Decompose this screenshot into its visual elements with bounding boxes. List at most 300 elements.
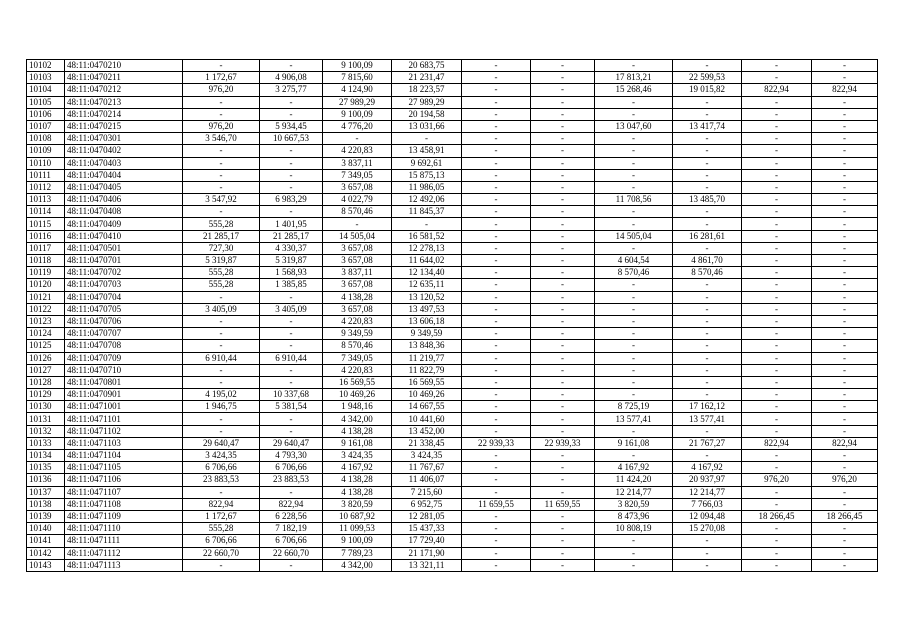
value-col-7-cell: - — [462, 120, 531, 132]
row-number-cell: 10127 — [27, 364, 65, 376]
value-col-11-cell: - — [742, 364, 812, 376]
table-row — [27, 133, 878, 145]
value-col-12-cell: - — [812, 218, 878, 230]
value-col-3-cell: 21 285,17 — [183, 230, 260, 242]
table-row — [27, 145, 878, 157]
value-col-10-cell: - — [673, 279, 742, 291]
value-col-5-cell: 3 837,11 — [323, 267, 392, 279]
value-col-5-cell: 1 948,16 — [323, 401, 392, 413]
value-col-11-cell: - — [742, 255, 812, 267]
value-col-10-cell: 7 766,03 — [673, 498, 742, 510]
value-col-10-cell: 22 599,53 — [673, 72, 742, 84]
value-col-8-cell: - — [531, 535, 595, 547]
value-col-12-cell: 822,94 — [812, 437, 878, 449]
cadastral-number-cell: 48:11:0470901 — [65, 389, 183, 401]
value-col-9-cell: 4 604,54 — [595, 255, 673, 267]
table-row — [27, 413, 878, 425]
value-col-7-cell: - — [462, 84, 531, 96]
table-body — [27, 60, 878, 572]
table-row — [27, 72, 878, 84]
value-col-8-cell: - — [531, 206, 595, 218]
value-col-10-cell: 19 015,82 — [673, 84, 742, 96]
value-col-10-cell: 4 167,92 — [673, 462, 742, 474]
value-col-7-cell: - — [462, 279, 531, 291]
value-col-11-cell: - — [742, 401, 812, 413]
value-col-12-cell: - — [812, 157, 878, 169]
value-col-9-cell: 13 047,60 — [595, 120, 673, 132]
value-col-11-cell: - — [742, 547, 812, 559]
value-col-7-cell: - — [462, 255, 531, 267]
value-col-10-cell: - — [673, 425, 742, 437]
table-row — [27, 303, 878, 315]
value-col-12-cell: - — [812, 206, 878, 218]
value-col-12-cell: - — [812, 181, 878, 193]
row-number-cell: 10115 — [27, 218, 65, 230]
cadastral-number-cell: 48:11:0471108 — [65, 498, 183, 510]
value-col-4-cell: 10 667,53 — [260, 133, 323, 145]
value-col-3-cell: - — [183, 108, 260, 120]
value-col-8-cell: - — [531, 72, 595, 84]
value-col-12-cell: - — [812, 242, 878, 254]
row-number-cell: 10137 — [27, 486, 65, 498]
value-col-5-cell: 7 815,60 — [323, 72, 392, 84]
table-row — [27, 181, 878, 193]
value-col-12-cell: - — [812, 72, 878, 84]
cadastral-number-cell: 48:11:0471105 — [65, 462, 183, 474]
value-col-7-cell: - — [462, 376, 531, 388]
value-col-12-cell: - — [812, 315, 878, 327]
value-col-4-cell: - — [260, 96, 323, 108]
value-col-5-cell: - — [323, 218, 392, 230]
row-number-cell: 10102 — [27, 60, 65, 72]
cadastral-number-cell: 48:11:0471103 — [65, 437, 183, 449]
row-number-cell: 10135 — [27, 462, 65, 474]
value-col-7-cell: - — [462, 303, 531, 315]
value-col-3-cell: 3 546,70 — [183, 133, 260, 145]
value-col-8-cell: - — [531, 108, 595, 120]
value-col-5-cell: 4 022,79 — [323, 194, 392, 206]
row-number-cell: 10114 — [27, 206, 65, 218]
value-col-8-cell: - — [531, 181, 595, 193]
row-number-cell: 10133 — [27, 437, 65, 449]
value-col-3-cell: - — [183, 486, 260, 498]
value-col-6-cell: 11 644,02 — [392, 255, 462, 267]
value-col-4-cell: - — [260, 559, 323, 571]
table-row — [27, 218, 878, 230]
table-row — [27, 498, 878, 510]
value-col-6-cell: 13 031,66 — [392, 120, 462, 132]
value-col-4-cell: 4 906,08 — [260, 72, 323, 84]
value-col-3-cell: - — [183, 96, 260, 108]
cadastral-number-cell: 48:11:0470210 — [65, 60, 183, 72]
value-col-4-cell: - — [260, 413, 323, 425]
table-row — [27, 328, 878, 340]
value-col-3-cell: 4 195,02 — [183, 389, 260, 401]
value-col-5-cell: 4 342,00 — [323, 559, 392, 571]
value-col-9-cell: - — [595, 291, 673, 303]
cadastral-number-cell: 48:11:0471107 — [65, 486, 183, 498]
value-col-8-cell: - — [531, 60, 595, 72]
cadastral-number-cell: 48:11:0471102 — [65, 425, 183, 437]
value-col-8-cell: - — [531, 340, 595, 352]
table-row — [27, 389, 878, 401]
value-col-11-cell: 822,94 — [742, 437, 812, 449]
value-col-11-cell: - — [742, 535, 812, 547]
value-col-9-cell: - — [595, 425, 673, 437]
value-col-10-cell: 15 270,08 — [673, 523, 742, 535]
cadastral-number-cell: 48:11:0470403 — [65, 157, 183, 169]
value-col-7-cell: - — [462, 242, 531, 254]
value-col-12-cell: - — [812, 340, 878, 352]
value-col-9-cell: - — [595, 108, 673, 120]
value-col-12-cell: - — [812, 328, 878, 340]
value-col-10-cell: - — [673, 145, 742, 157]
value-col-12-cell: - — [812, 96, 878, 108]
value-col-6-cell: 10 441,60 — [392, 413, 462, 425]
value-col-7-cell: - — [462, 474, 531, 486]
value-col-7-cell: - — [462, 450, 531, 462]
value-col-3-cell: 1 172,67 — [183, 72, 260, 84]
value-col-11-cell: - — [742, 352, 812, 364]
value-col-8-cell: - — [531, 523, 595, 535]
table-row — [27, 120, 878, 132]
value-col-5-cell: 3 657,08 — [323, 242, 392, 254]
value-col-8-cell: - — [531, 267, 595, 279]
value-col-12-cell: - — [812, 352, 878, 364]
value-col-9-cell: - — [595, 60, 673, 72]
value-col-5-cell: 10 469,26 — [323, 389, 392, 401]
value-col-6-cell: 13 452,00 — [392, 425, 462, 437]
value-col-3-cell: - — [183, 364, 260, 376]
value-col-4-cell: - — [260, 315, 323, 327]
cadastral-number-cell: 48:11:0470214 — [65, 108, 183, 120]
value-col-11-cell: - — [742, 218, 812, 230]
value-col-7-cell: - — [462, 96, 531, 108]
value-col-12-cell: - — [812, 413, 878, 425]
value-col-7-cell: - — [462, 133, 531, 145]
value-col-3-cell: - — [183, 181, 260, 193]
value-col-5-cell: 7 789,23 — [323, 547, 392, 559]
value-col-9-cell: - — [595, 279, 673, 291]
value-col-12-cell: 18 266,45 — [812, 510, 878, 522]
value-col-6-cell: 15 437,33 — [392, 523, 462, 535]
value-col-12-cell: - — [812, 133, 878, 145]
value-col-9-cell: - — [595, 133, 673, 145]
value-col-3-cell: - — [183, 157, 260, 169]
cadastral-number-cell: 48:11:0470707 — [65, 328, 183, 340]
value-col-11-cell: - — [742, 230, 812, 242]
table-row — [27, 437, 878, 449]
value-col-6-cell: - — [392, 133, 462, 145]
row-number-cell: 10132 — [27, 425, 65, 437]
value-col-8-cell: - — [531, 145, 595, 157]
value-col-3-cell: 23 883,53 — [183, 474, 260, 486]
cadastral-number-cell: 48:11:0470402 — [65, 145, 183, 157]
cadastral-number-cell: 48:11:0470703 — [65, 279, 183, 291]
value-col-9-cell: 13 577,41 — [595, 413, 673, 425]
value-col-10-cell: 13 417,74 — [673, 120, 742, 132]
value-col-8-cell: - — [531, 169, 595, 181]
value-col-9-cell: - — [595, 559, 673, 571]
value-col-10-cell: - — [673, 340, 742, 352]
value-col-10-cell: - — [673, 60, 742, 72]
table-row — [27, 559, 878, 571]
value-col-12-cell: - — [812, 486, 878, 498]
value-col-8-cell: - — [531, 133, 595, 145]
value-col-12-cell: - — [812, 108, 878, 120]
value-col-5-cell: 3 424,35 — [323, 450, 392, 462]
value-col-3-cell: 822,94 — [183, 498, 260, 510]
value-col-3-cell: 555,28 — [183, 267, 260, 279]
value-col-7-cell: - — [462, 328, 531, 340]
value-col-8-cell: - — [531, 450, 595, 462]
value-col-7-cell: - — [462, 108, 531, 120]
value-col-11-cell: - — [742, 267, 812, 279]
row-number-cell: 10142 — [27, 547, 65, 559]
value-col-3-cell: 5 319,87 — [183, 255, 260, 267]
row-number-cell: 10106 — [27, 108, 65, 120]
value-col-6-cell: 3 424,35 — [392, 450, 462, 462]
value-col-8-cell: - — [531, 401, 595, 413]
value-col-8-cell: - — [531, 303, 595, 315]
value-col-6-cell: 21 171,90 — [392, 547, 462, 559]
value-col-4-cell: 23 883,53 — [260, 474, 323, 486]
value-col-9-cell: - — [595, 181, 673, 193]
value-col-10-cell: 16 281,61 — [673, 230, 742, 242]
value-col-5-cell: 4 138,28 — [323, 486, 392, 498]
value-col-10-cell: - — [673, 328, 742, 340]
value-col-9-cell: - — [595, 218, 673, 230]
value-col-11-cell: - — [742, 340, 812, 352]
value-col-4-cell: 1 385,85 — [260, 279, 323, 291]
value-col-12-cell: 822,94 — [812, 84, 878, 96]
value-col-8-cell: 11 659,55 — [531, 498, 595, 510]
value-col-7-cell: - — [462, 145, 531, 157]
value-col-4-cell: - — [260, 425, 323, 437]
cadastral-number-cell: 48:11:0470709 — [65, 352, 183, 364]
value-col-3-cell: - — [183, 206, 260, 218]
cadastral-number-cell: 48:11:0471001 — [65, 401, 183, 413]
value-col-5-cell: 4 138,28 — [323, 291, 392, 303]
value-col-3-cell: 3 405,09 — [183, 303, 260, 315]
row-number-cell: 10141 — [27, 535, 65, 547]
value-col-6-cell: 11 845,37 — [392, 206, 462, 218]
value-col-6-cell: 12 492,06 — [392, 194, 462, 206]
value-col-9-cell: 15 268,46 — [595, 84, 673, 96]
row-number-cell: 10140 — [27, 523, 65, 535]
value-col-8-cell: - — [531, 376, 595, 388]
value-col-6-cell: 13 606,18 — [392, 315, 462, 327]
cadastral-number-cell: 48:11:0471112 — [65, 547, 183, 559]
table-row — [27, 267, 878, 279]
value-col-6-cell: 11 986,05 — [392, 181, 462, 193]
table-row — [27, 486, 878, 498]
value-col-4-cell: 4 793,30 — [260, 450, 323, 462]
row-number-cell: 10109 — [27, 145, 65, 157]
value-col-6-cell: 27 989,29 — [392, 96, 462, 108]
value-col-5-cell: 3 657,08 — [323, 303, 392, 315]
value-col-11-cell: - — [742, 413, 812, 425]
row-number-cell: 10113 — [27, 194, 65, 206]
value-col-10-cell: - — [673, 218, 742, 230]
table-row — [27, 230, 878, 242]
value-col-8-cell: - — [531, 242, 595, 254]
value-col-3-cell: - — [183, 559, 260, 571]
value-col-7-cell: - — [462, 486, 531, 498]
value-col-10-cell: 8 570,46 — [673, 267, 742, 279]
value-col-10-cell: 17 162,12 — [673, 401, 742, 413]
cadastral-number-cell: 48:11:0470301 — [65, 133, 183, 145]
value-col-7-cell: - — [462, 72, 531, 84]
cadastral-number-cell: 48:11:0470708 — [65, 340, 183, 352]
value-col-10-cell: 12 214,77 — [673, 486, 742, 498]
value-col-12-cell: - — [812, 194, 878, 206]
row-number-cell: 10103 — [27, 72, 65, 84]
value-col-11-cell: - — [742, 145, 812, 157]
value-col-8-cell: - — [531, 462, 595, 474]
value-col-8-cell: - — [531, 315, 595, 327]
value-col-12-cell: - — [812, 547, 878, 559]
value-col-4-cell: 822,94 — [260, 498, 323, 510]
value-col-9-cell: - — [595, 242, 673, 254]
value-col-11-cell: 822,94 — [742, 84, 812, 96]
value-col-10-cell: - — [673, 169, 742, 181]
value-col-8-cell: - — [531, 291, 595, 303]
value-col-3-cell: - — [183, 413, 260, 425]
value-col-6-cell: 13 848,36 — [392, 340, 462, 352]
value-col-3-cell: - — [183, 169, 260, 181]
value-col-5-cell: 4 220,83 — [323, 315, 392, 327]
value-col-5-cell: 4 776,20 — [323, 120, 392, 132]
value-col-11-cell: - — [742, 72, 812, 84]
value-col-9-cell: - — [595, 303, 673, 315]
value-col-5-cell: 11 099,53 — [323, 523, 392, 535]
value-col-10-cell: - — [673, 450, 742, 462]
value-col-7-cell: - — [462, 157, 531, 169]
cadastral-number-cell: 48:11:0470215 — [65, 120, 183, 132]
value-col-5-cell: 14 505,04 — [323, 230, 392, 242]
value-col-3-cell: 6 910,44 — [183, 352, 260, 364]
value-col-11-cell: - — [742, 279, 812, 291]
value-col-10-cell: - — [673, 352, 742, 364]
value-col-6-cell: 12 278,13 — [392, 242, 462, 254]
value-col-4-cell: - — [260, 145, 323, 157]
value-col-10-cell: - — [673, 303, 742, 315]
value-col-10-cell: - — [673, 206, 742, 218]
row-number-cell: 10138 — [27, 498, 65, 510]
value-col-9-cell: - — [595, 450, 673, 462]
value-col-3-cell: 555,28 — [183, 279, 260, 291]
value-col-4-cell: 4 330,37 — [260, 242, 323, 254]
cadastral-value-table — [26, 59, 878, 572]
value-col-9-cell: - — [595, 96, 673, 108]
value-col-9-cell: - — [595, 157, 673, 169]
value-col-5-cell: 4 138,28 — [323, 425, 392, 437]
table-row — [27, 425, 878, 437]
value-col-8-cell: - — [531, 425, 595, 437]
table-row — [27, 255, 878, 267]
value-col-12-cell: - — [812, 303, 878, 315]
value-col-5-cell: 4 342,00 — [323, 413, 392, 425]
cadastral-number-cell: 48:11:0471113 — [65, 559, 183, 571]
value-col-11-cell: - — [742, 242, 812, 254]
row-number-cell: 10139 — [27, 510, 65, 522]
table-row — [27, 352, 878, 364]
value-col-8-cell: - — [531, 510, 595, 522]
value-col-3-cell: - — [183, 328, 260, 340]
row-number-cell: 10136 — [27, 474, 65, 486]
value-col-8-cell: - — [531, 218, 595, 230]
value-col-6-cell: 20 194,58 — [392, 108, 462, 120]
value-col-4-cell: - — [260, 340, 323, 352]
value-col-5-cell: 8 570,46 — [323, 206, 392, 218]
table-row — [27, 315, 878, 327]
value-col-4-cell: 5 381,54 — [260, 401, 323, 413]
value-col-11-cell: - — [742, 291, 812, 303]
row-number-cell: 10125 — [27, 340, 65, 352]
value-col-6-cell: 11 219,77 — [392, 352, 462, 364]
value-col-4-cell: - — [260, 206, 323, 218]
value-col-6-cell: 21 231,47 — [392, 72, 462, 84]
value-col-5-cell: 3 657,08 — [323, 255, 392, 267]
value-col-9-cell: 4 167,92 — [595, 462, 673, 474]
value-col-4-cell: 22 660,70 — [260, 547, 323, 559]
value-col-7-cell: - — [462, 181, 531, 193]
value-col-9-cell: 9 161,08 — [595, 437, 673, 449]
value-col-7-cell: - — [462, 291, 531, 303]
value-col-9-cell: - — [595, 547, 673, 559]
value-col-12-cell: - — [812, 450, 878, 462]
cadastral-number-cell: 48:11:0471101 — [65, 413, 183, 425]
value-col-12-cell: - — [812, 255, 878, 267]
value-col-10-cell: - — [673, 108, 742, 120]
value-col-8-cell: - — [531, 120, 595, 132]
value-col-6-cell: 16 581,52 — [392, 230, 462, 242]
cadastral-number-cell: 48:11:0470404 — [65, 169, 183, 181]
value-col-10-cell: 4 861,70 — [673, 255, 742, 267]
value-col-11-cell: - — [742, 450, 812, 462]
row-number-cell: 10118 — [27, 255, 65, 267]
table-row — [27, 523, 878, 535]
value-col-5-cell: 3 657,08 — [323, 279, 392, 291]
value-col-3-cell: - — [183, 60, 260, 72]
value-col-12-cell: - — [812, 169, 878, 181]
value-col-4-cell: 6 706,66 — [260, 462, 323, 474]
value-col-6-cell: 14 667,55 — [392, 401, 462, 413]
value-col-4-cell: - — [260, 291, 323, 303]
value-col-4-cell: - — [260, 364, 323, 376]
value-col-10-cell: 13 577,41 — [673, 413, 742, 425]
value-col-5-cell: 4 167,92 — [323, 462, 392, 474]
value-col-5-cell: 9 161,08 — [323, 437, 392, 449]
value-col-12-cell: - — [812, 279, 878, 291]
value-col-6-cell: 9 349,59 — [392, 328, 462, 340]
row-number-cell: 10117 — [27, 242, 65, 254]
value-col-3-cell: - — [183, 425, 260, 437]
value-col-12-cell: 976,20 — [812, 474, 878, 486]
value-col-3-cell: - — [183, 145, 260, 157]
value-col-12-cell: - — [812, 120, 878, 132]
value-col-3-cell: 976,20 — [183, 84, 260, 96]
value-col-8-cell: - — [531, 474, 595, 486]
value-col-4-cell: 1 401,95 — [260, 218, 323, 230]
value-col-3-cell: 22 660,70 — [183, 547, 260, 559]
value-col-7-cell: - — [462, 401, 531, 413]
row-number-cell: 10105 — [27, 96, 65, 108]
value-col-7-cell: - — [462, 462, 531, 474]
value-col-6-cell: 16 569,55 — [392, 376, 462, 388]
value-col-3-cell: 976,20 — [183, 120, 260, 132]
